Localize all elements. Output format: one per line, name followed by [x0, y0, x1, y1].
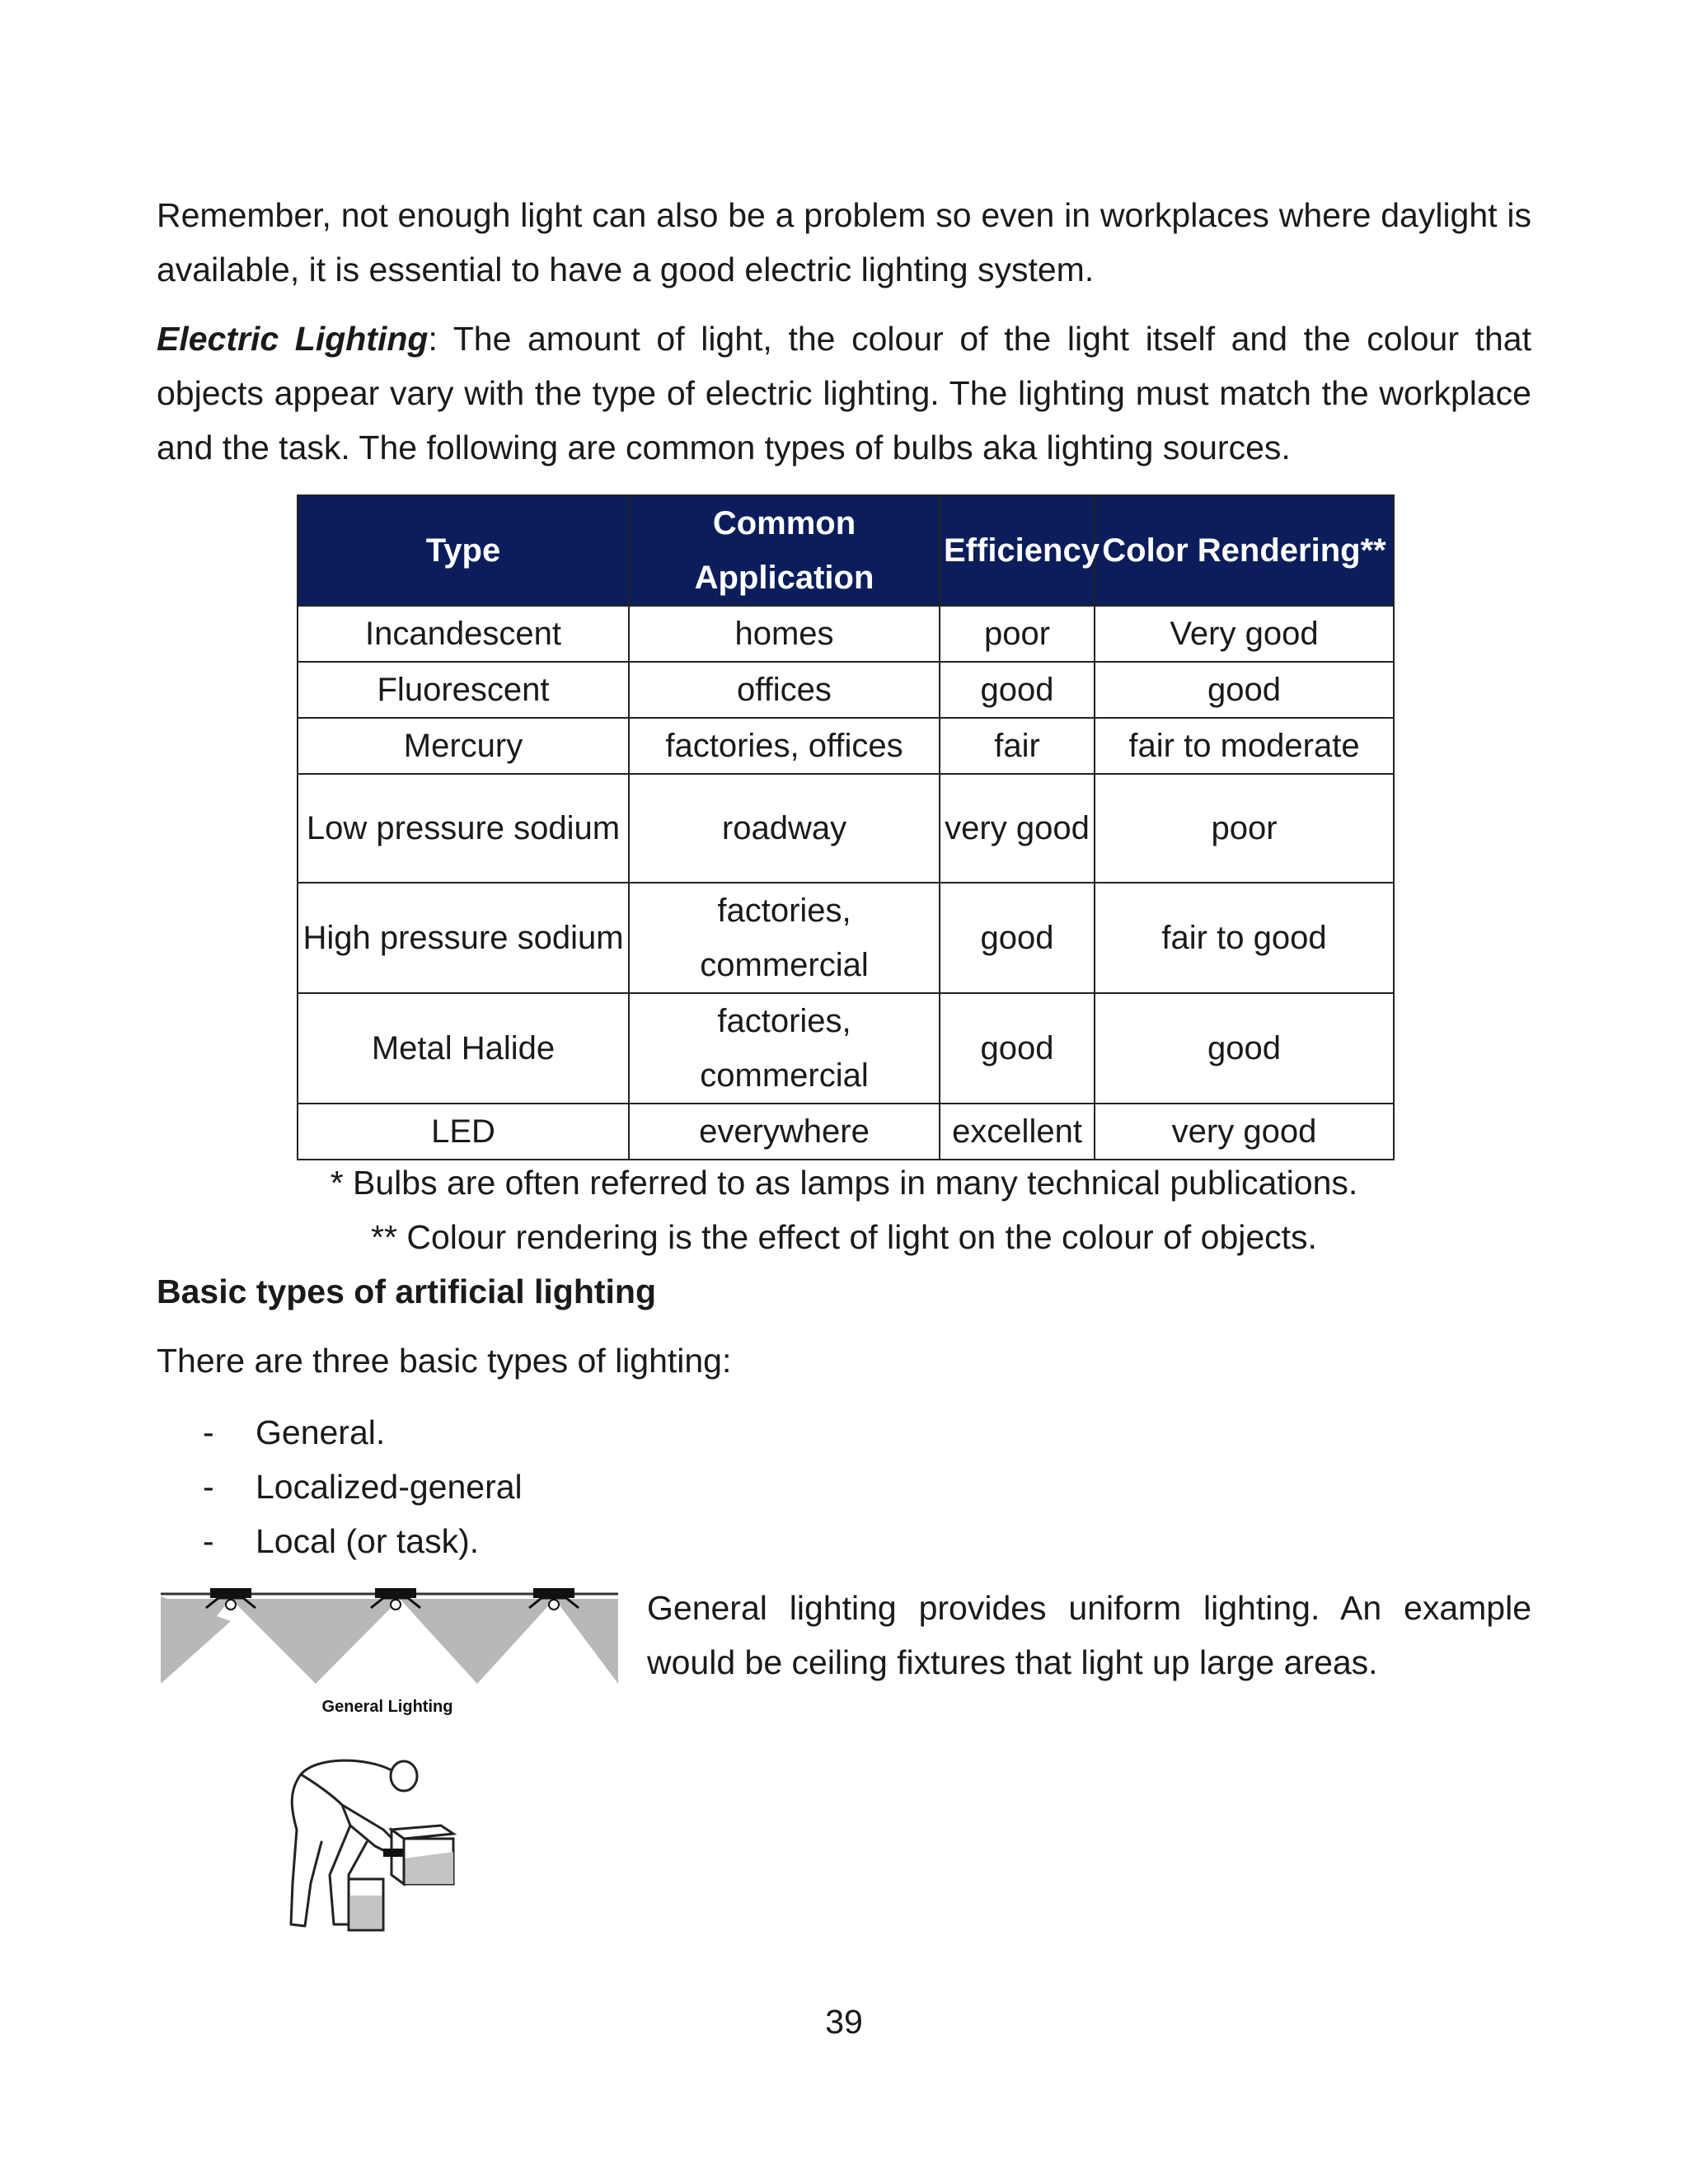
- header-efficiency: Efficiency: [940, 495, 1095, 606]
- header-color-rendering: Color Rendering**: [1095, 495, 1394, 606]
- figure-caption: General Lighting: [321, 1698, 453, 1716]
- list-item-text: Localized-general: [256, 1468, 523, 1506]
- dash-bullet: -: [203, 1468, 214, 1506]
- electric-lighting-term: Electric Lighting: [157, 320, 429, 358]
- electric-lighting-text: : The amount of light, the colour of the light itself and the colour that objects appear vary with the type of electric lighting. The lighting must match the workplace and the task. The following are common types of bulbs aka lighting sources.: [157, 320, 1531, 466]
- table-row: [298, 662, 1394, 718]
- page-number: 39: [825, 2003, 863, 2041]
- section-lead: There are three basic types of lighting:: [157, 1342, 732, 1380]
- cell-type: LED: [298, 1104, 629, 1160]
- general-lighting-illustration: [161, 1586, 622, 1718]
- cell-efficiency: excellent: [940, 1104, 1095, 1160]
- cell-application: homes: [629, 606, 940, 662]
- table-row: [298, 606, 1394, 662]
- intro-paragraph: Remember, not enough light can also be a problem so even in workplaces where daylight is available, it is essential to have a good electric lighting system.: [157, 196, 1531, 288]
- section-heading: Basic types of artificial lighting: [157, 1272, 657, 1310]
- light-cone: [555, 1599, 618, 1684]
- lighting-sources-table: [297, 494, 1395, 1160]
- table-row: [298, 883, 1394, 993]
- cell-efficiency: good: [940, 993, 1095, 1104]
- list-item: [157, 1514, 523, 1568]
- list-item-text: General.: [256, 1413, 386, 1451]
- cell-type: Metal Halide: [298, 993, 629, 1104]
- table-row: [298, 718, 1394, 774]
- table-footnote-color-rendering: ** Colour rendering is the effect of light on the colour of objects.: [371, 1218, 1317, 1256]
- cell-type: Fluorescent: [298, 662, 629, 718]
- cell-color-rendering: fair to moderate: [1095, 718, 1394, 774]
- list-item: [157, 1405, 523, 1460]
- cell-efficiency: poor: [940, 606, 1095, 662]
- dash-bullet: -: [203, 1413, 214, 1451]
- cell-application: factories, commercial: [629, 883, 940, 993]
- bucket-icon: [349, 1879, 383, 1930]
- cell-application: offices: [629, 662, 940, 718]
- cell-efficiency: fair: [940, 718, 1095, 774]
- cell-type: Mercury: [298, 718, 629, 774]
- worker-lifting-box-illustration: [284, 1751, 474, 1937]
- light-cone: [400, 1599, 555, 1684]
- general-lighting-description: General lighting provides uniform lighting. An example would be ceiling fixtures that light up large areas.: [647, 1589, 1531, 1681]
- table-footnote-bulbs: * Bulbs are often referred to as lamps in many technical publications.: [330, 1164, 1358, 1202]
- cell-color-rendering: very good: [1095, 1104, 1394, 1160]
- cell-application: roadway: [629, 774, 940, 883]
- lighting-types-list: [157, 1405, 523, 1568]
- cell-color-rendering: good: [1095, 993, 1394, 1104]
- cell-type: Incandescent: [298, 606, 629, 662]
- cell-color-rendering: good: [1095, 662, 1394, 718]
- list-item-text: Local (or task).: [256, 1522, 480, 1560]
- list-item: [157, 1460, 523, 1514]
- dash-bullet: -: [203, 1522, 214, 1560]
- table-row: [298, 1104, 1394, 1160]
- cell-application: factories, commercial: [629, 993, 940, 1104]
- cell-application: factories, offices: [629, 718, 940, 774]
- cell-type: High pressure sodium: [298, 883, 629, 993]
- table-row: [298, 993, 1394, 1104]
- cell-application: everywhere: [629, 1104, 940, 1160]
- cell-color-rendering: fair to good: [1095, 883, 1394, 993]
- cell-color-rendering: poor: [1095, 774, 1394, 883]
- electric-lighting-paragraph: [157, 312, 1531, 475]
- header-type: Type: [298, 495, 629, 606]
- cell-type: Low pressure sodium: [298, 774, 629, 883]
- cell-color-rendering: Very good: [1095, 606, 1394, 662]
- header-application: Common Application: [629, 495, 940, 606]
- cell-efficiency: very good: [940, 774, 1095, 883]
- cell-efficiency: good: [940, 662, 1095, 718]
- tool-icon: [383, 1849, 403, 1857]
- table-header-row: [298, 495, 1394, 606]
- cell-efficiency: good: [940, 883, 1095, 993]
- table-row: [298, 774, 1394, 883]
